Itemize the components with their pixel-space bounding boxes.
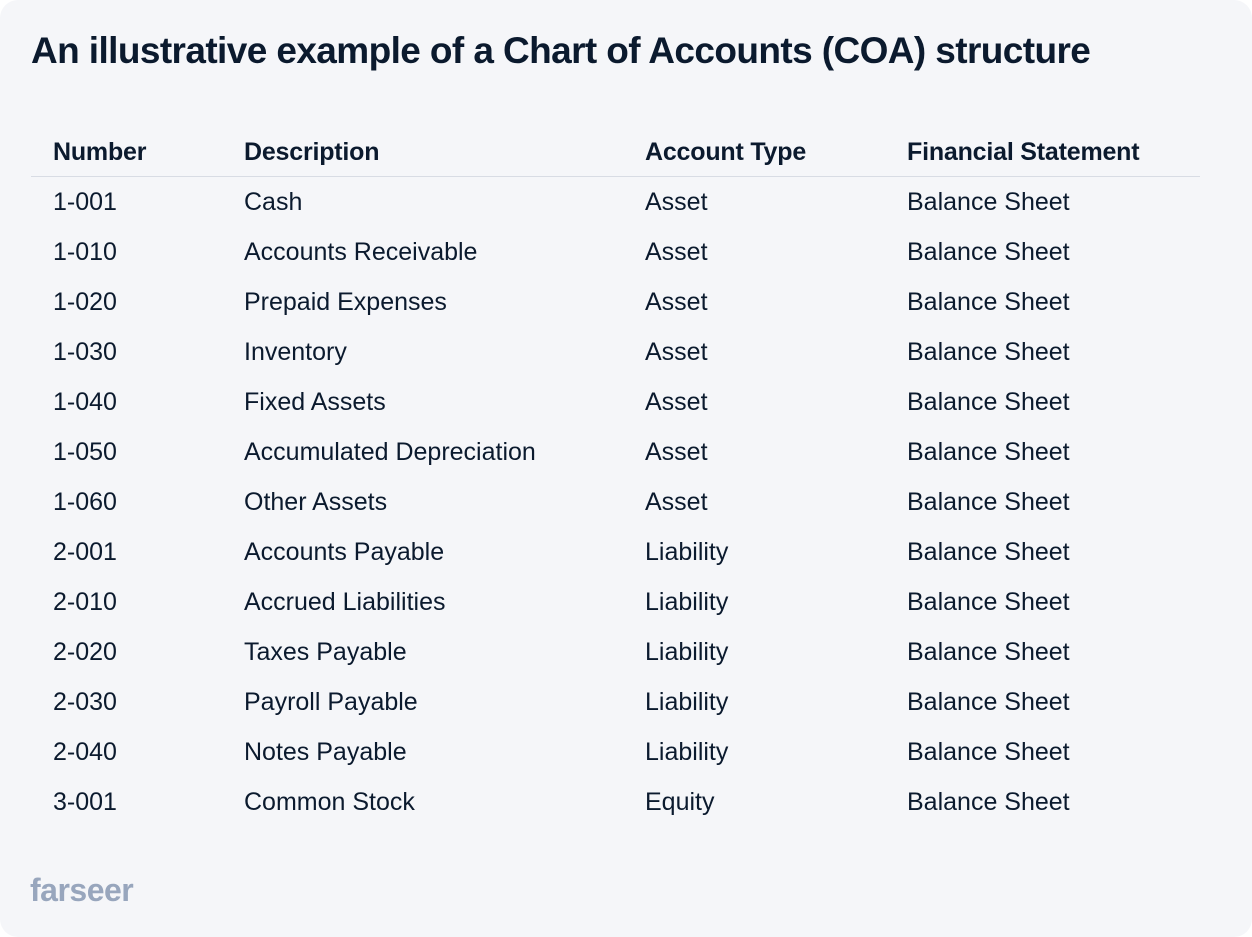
table-row — [31, 327, 1200, 377]
cell-number: 1-010 — [53, 237, 117, 266]
cell-description: Accounts Receivable — [244, 237, 478, 266]
table-row — [31, 377, 1200, 427]
cell-financial-statement: Balance Sheet — [907, 387, 1070, 416]
cell-account-type: Liability — [645, 537, 729, 566]
cell-number: 3-001 — [53, 787, 117, 816]
cell-number: 2-020 — [53, 637, 117, 666]
table-row — [31, 427, 1200, 477]
cell-financial-statement: Balance Sheet — [907, 737, 1070, 766]
cell-description: Accumulated Depreciation — [244, 437, 536, 466]
table-row — [31, 627, 1200, 677]
cell-description: Inventory — [244, 337, 347, 366]
cell-account-type: Liability — [645, 637, 729, 666]
cell-account-type: Asset — [645, 487, 708, 516]
table-row — [31, 277, 1200, 327]
cell-number: 1-030 — [53, 337, 117, 366]
cell-number: 1-001 — [53, 187, 117, 216]
cell-financial-statement: Balance Sheet — [907, 187, 1070, 216]
cell-account-type: Liability — [645, 587, 729, 616]
cell-account-type: Liability — [645, 687, 729, 716]
cell-account-type: Liability — [645, 737, 729, 766]
header-number: Number — [31, 128, 222, 177]
table-row — [31, 177, 1200, 228]
cell-financial-statement: Balance Sheet — [907, 237, 1070, 266]
header-description: Description — [222, 128, 623, 177]
cell-financial-statement: Balance Sheet — [907, 437, 1070, 466]
cell-description: Taxes Payable — [244, 637, 407, 666]
cell-description: Cash — [244, 187, 303, 216]
header-financial-statement: Financial Statement — [885, 128, 1200, 177]
cell-financial-statement: Balance Sheet — [907, 687, 1070, 716]
cell-financial-statement: Balance Sheet — [907, 637, 1070, 666]
cell-description: Notes Payable — [244, 737, 407, 766]
cell-account-type: Equity — [645, 787, 715, 816]
table-row — [31, 727, 1200, 777]
cell-number: 2-030 — [53, 687, 117, 716]
table-row — [31, 777, 1200, 827]
cell-number: 1-040 — [53, 387, 117, 416]
cell-financial-statement: Balance Sheet — [907, 337, 1070, 366]
table-row — [31, 677, 1200, 727]
cell-financial-statement: Balance Sheet — [907, 537, 1070, 566]
cell-account-type: Asset — [645, 337, 708, 366]
cell-financial-statement: Balance Sheet — [907, 487, 1070, 516]
table-row — [31, 577, 1200, 627]
cell-description: Accrued Liabilities — [244, 587, 446, 616]
cell-financial-statement: Balance Sheet — [907, 287, 1070, 316]
cell-number: 2-010 — [53, 587, 117, 616]
cell-financial-statement: Balance Sheet — [907, 787, 1070, 816]
cell-description: Other Assets — [244, 487, 388, 516]
cell-number: 1-020 — [53, 287, 117, 316]
cell-account-type: Asset — [645, 437, 708, 466]
cell-account-type: Asset — [645, 387, 708, 416]
cell-number: 2-001 — [53, 537, 117, 566]
cell-description: Accounts Payable — [244, 537, 445, 566]
cell-description: Prepaid Expenses — [244, 287, 447, 316]
cell-number: 2-040 — [53, 737, 117, 766]
table-row — [31, 477, 1200, 527]
table-header-row — [31, 128, 1200, 177]
farseer-logo: farseer — [30, 872, 134, 908]
cell-description: Payroll Payable — [244, 687, 418, 716]
cell-number: 1-050 — [53, 437, 117, 466]
cell-number: 1-060 — [53, 487, 117, 516]
cell-description: Fixed Assets — [244, 387, 386, 416]
page-title: An illustrative example of a Chart of Accounts (COA) structure — [31, 30, 1091, 71]
cell-account-type: Asset — [645, 187, 708, 216]
cell-financial-statement: Balance Sheet — [907, 587, 1070, 616]
header-account-type: Account Type — [623, 128, 885, 177]
cell-account-type: Asset — [645, 237, 708, 266]
cell-description: Common Stock — [244, 787, 415, 816]
table-row — [31, 227, 1200, 277]
cell-account-type: Asset — [645, 287, 708, 316]
table-row — [31, 527, 1200, 577]
coa-table — [31, 128, 1200, 827]
